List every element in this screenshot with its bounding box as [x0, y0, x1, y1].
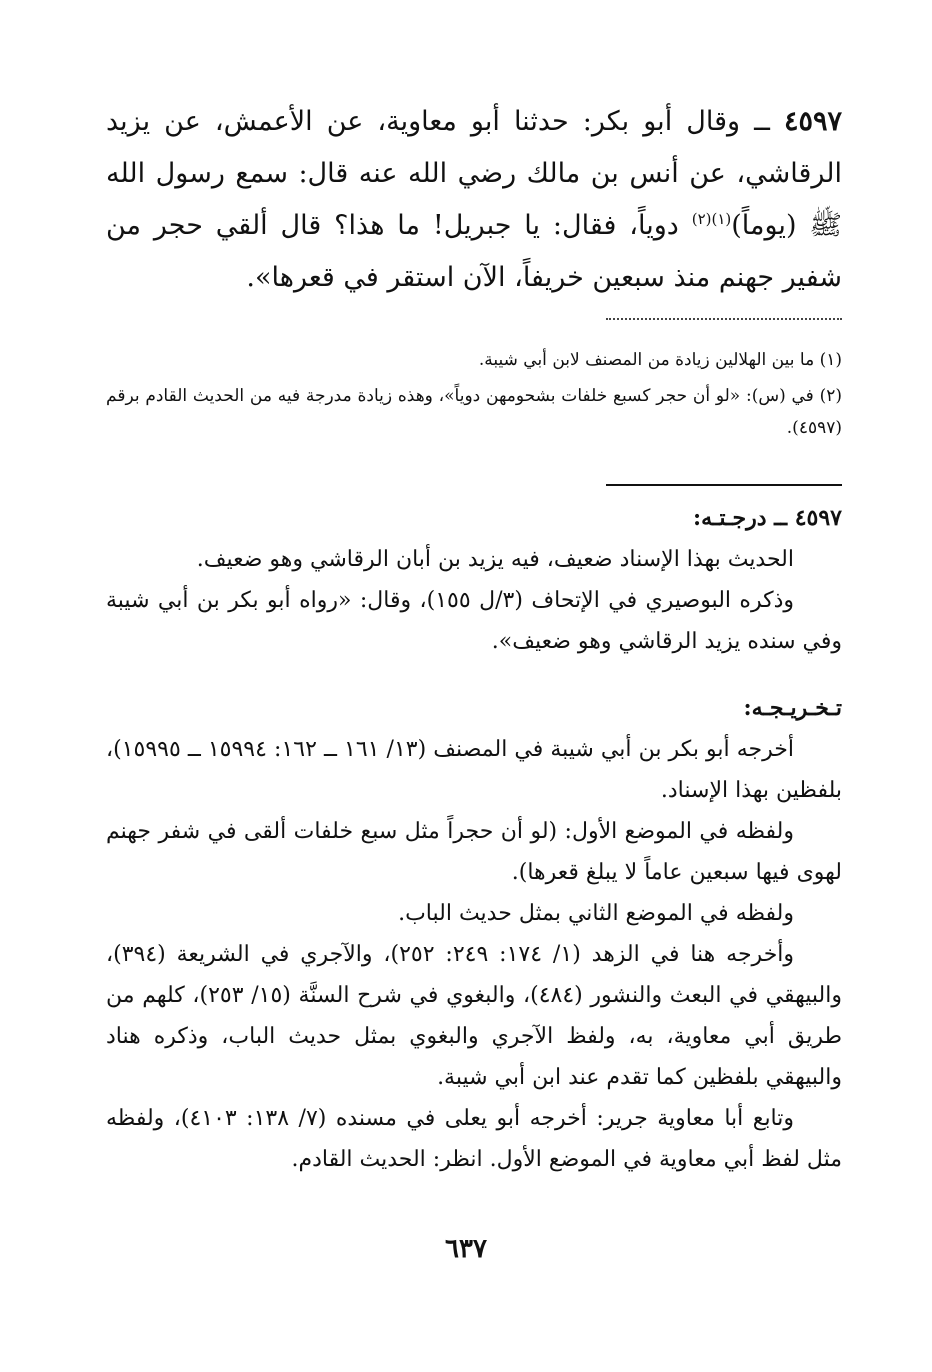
hadith-text-part-b: دوياً، فقال: يا جبريل! ما هذا؟ قال ألقي حجر من شفير جهنم منذ سبعين خريفاً، الآن استقر في قعرها».	[106, 210, 842, 293]
degree-section	[106, 498, 842, 662]
degree-paragraph: الحديث بهذا الإسناد ضعيف، فيه يزيد بن أبان الرقاشي وهو ضعيف.	[196, 547, 794, 572]
degree-paragraph: وذكره البوصيري في الإتحاف (٣/ل ١٥٥)، وقال: «رواه أبو بكر بن أبي شيبة وفي سنده يزيد الرقاشي وهو ضعيف».	[106, 588, 842, 654]
footnote-1: (١) ما بين الهلالين زيادة من المصنف لابن أبي شيبة.	[478, 350, 842, 370]
hadith-text-part-a: ــ وقال أبو بكر: حدثنا أبو معاوية، عن الأعمش، عن يزيد الرقاشي، عن أنس بن مالك رضي الله عنه قال: سمع رسول الله ﷺ	[106, 106, 842, 241]
footnote-ref-2[interactable]: (٢)	[691, 210, 712, 228]
section-divider	[606, 484, 842, 486]
page-number: ٦٣٧	[445, 1234, 487, 1264]
takhrij-section	[106, 688, 842, 1180]
footnote-ref-1[interactable]: (١)	[711, 210, 732, 228]
takhrij-paragraph: ولفظه في الموضع الأول: (لو أن حجراً مثل سبع خلفات ألقى في شفر جهنم لهوى فيها سبعين عاماً لا يبلغ قعرها).	[106, 819, 842, 885]
hadith-number: ٤٥٩٧	[783, 106, 842, 137]
footnote-2: (٢) في (س): «لو أن حجر كسبع خلفات بشحومهن دوياً»، وهذه زيادة مدرجة فيه من الحديث القادم برقم (٤٥٩٧).	[106, 386, 842, 438]
takhrij-paragraph: وأخرجه هنا في الزهد (١/ ١٧٤: ٢٤٩: ٢٥٢)، والآجري في الشريعة (٣٩٤)، والبيهقي في البعث والنشور (٤٨٤)، والبغوي في شرح السنَّة (١٥/ ٢٥٣)، كلهم من طريق أبي معاوية، به، ولفظ الآجري والبغوي بمثل حديث الباب، وذكره هناد والبيهقي بلفظين كما تقدم عند ابن أبي شيبة.	[106, 942, 842, 1090]
takhrij-paragraph: وتابع أبا معاوية جرير: أخرجه أبو يعلى في مسنده (٧/ ١٣٨: ٤١٠٣)، ولفظه مثل لفظ أبي معاوية في الموضع الأول. انظر: الحديث القادم.	[106, 1106, 842, 1172]
footnote-separator	[606, 318, 842, 320]
takhrij-paragraph: أخرجه أبو بكر بن أبي شيبة في المصنف (١٣/ ١٦١ ــ ١٦٢: ١٥٩٩٤ ــ ١٥٩٩٥)، بلفظين بهذا الإسناد.	[106, 737, 842, 803]
degree-heading: ٤٥٩٧ ــ درجـتـه:	[693, 505, 842, 531]
hadith-bracketed-word: (يوماً)	[731, 210, 797, 241]
takhrij-paragraph: ولفظه في الموضع الثاني بمثل حديث الباب.	[398, 901, 794, 926]
hadith-text	[106, 96, 842, 304]
takhrij-heading: تـخـريـجـه:	[743, 695, 842, 721]
